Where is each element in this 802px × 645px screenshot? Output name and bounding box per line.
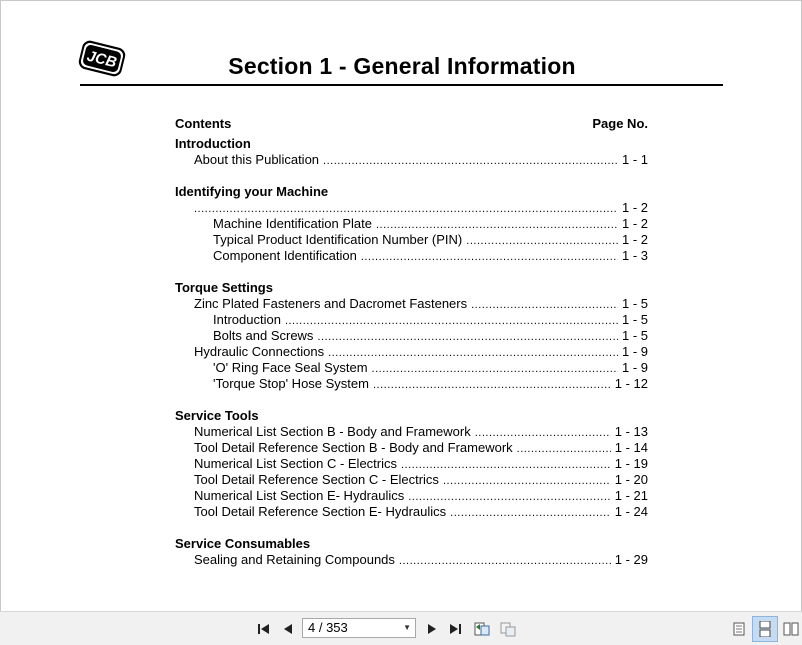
page-no-label: Page No. — [592, 116, 648, 131]
toc-entry-label: Sealing and Retaining Compounds — [194, 552, 395, 567]
jcb-logo-text: JCB — [85, 47, 119, 72]
toc-page-number: 1 - 9 — [621, 360, 648, 375]
table-of-contents — [175, 116, 648, 584]
toc-page-number: 1 - 5 — [621, 328, 648, 343]
toc-header — [175, 116, 648, 133]
first-page-icon[interactable] — [256, 621, 272, 637]
toc-dot-leader — [450, 505, 611, 521]
toc-entry[interactable] — [175, 312, 648, 328]
toc-page-number: 1 - 5 — [621, 312, 648, 327]
next-page-icon[interactable] — [424, 621, 440, 637]
toc-section — [175, 184, 648, 264]
export-icon[interactable] — [474, 621, 490, 637]
toc-dot-leader — [372, 361, 618, 377]
toc-page-number: 1 - 9 — [621, 344, 648, 359]
toc-dot-leader — [401, 457, 611, 473]
toc-entry-label: Zinc Plated Fasteners and Dacromet Fasteners — [194, 296, 468, 311]
facing-view-icon[interactable] — [783, 621, 799, 637]
toc-dot-leader — [471, 297, 618, 313]
toc-dot-leader — [285, 313, 618, 329]
toc-dot-leader — [517, 441, 611, 457]
toc-section-title[interactable]: Torque Settings — [175, 280, 273, 295]
toc-entry-label: Component Identification — [213, 248, 357, 263]
toc-dot-leader — [328, 345, 618, 361]
toc-section-title[interactable]: Service Consumables — [175, 536, 311, 551]
toc-page-number: 1 - 3 — [621, 248, 648, 263]
toc-page-number: 1 - 1 — [621, 152, 648, 167]
toc-entry-label: 'O' Ring Face Seal System — [213, 360, 368, 375]
toc-entry-label: Tool Detail Reference Section E- Hydraulics — [194, 504, 447, 519]
toc-page-number: 1 - 20 — [614, 472, 648, 487]
toc-dot-leader — [361, 249, 618, 265]
toc-entry-label: Hydraulic Connections — [194, 344, 325, 359]
toc-dot-leader — [466, 233, 618, 249]
toc-dot-leader — [475, 425, 611, 441]
toc-page-number: 1 - 13 — [614, 424, 648, 439]
toc-entry[interactable] — [175, 232, 648, 248]
toc-page-number: 1 - 29 — [614, 552, 648, 567]
toc-section-title[interactable]: Introduction — [175, 136, 251, 151]
toc-page-number: 1 - 2 — [621, 216, 648, 231]
toc-entry[interactable] — [175, 456, 648, 472]
toc-section — [175, 280, 648, 392]
toc-page-number: 1 - 24 — [614, 504, 648, 519]
toc-section — [175, 408, 648, 520]
toc-entry[interactable] — [175, 472, 648, 488]
toc-dot-leader — [323, 153, 618, 169]
single-page-view-icon[interactable] — [731, 621, 747, 637]
toc-entry-label: About this Publication — [194, 152, 320, 167]
toc-entry-label: Tool Detail Reference Section C - Electrics — [194, 472, 439, 487]
toc-dot-leader — [376, 217, 618, 233]
toc-page-number: 1 - 14 — [614, 440, 648, 455]
toc-page-number: 1 - 2 — [621, 200, 648, 215]
toc-entry[interactable] — [175, 552, 648, 568]
toc-page-number: 1 - 19 — [614, 456, 648, 471]
contents-label: Contents — [175, 116, 232, 131]
toc-section-title[interactable]: Identifying your Machine — [175, 184, 329, 199]
toc-dot-leader — [399, 553, 611, 569]
previous-page-icon[interactable] — [280, 621, 296, 637]
toc-entry[interactable] — [175, 200, 648, 216]
toc-page-number: 1 - 2 — [621, 232, 648, 247]
continuous-view-button[interactable] — [752, 616, 778, 642]
toc-entry[interactable] — [175, 296, 648, 312]
toc-entry[interactable] — [175, 216, 648, 232]
title-divider — [80, 84, 723, 86]
toc-entry[interactable] — [175, 248, 648, 264]
toc-dot-leader — [317, 329, 618, 345]
toc-entry[interactable] — [175, 504, 648, 520]
toc-entry-label: Typical Product Identification Number (PIN) — [213, 232, 463, 247]
toc-entry[interactable] — [175, 328, 648, 344]
last-page-icon[interactable] — [447, 621, 463, 637]
toc-dot-leader — [443, 473, 611, 489]
toc-section — [175, 536, 648, 568]
toc-entry-label: 'Torque Stop' Hose System — [213, 376, 369, 391]
toc-section — [175, 136, 648, 168]
page-indicator: 4 / 353 — [308, 620, 348, 635]
page-selector[interactable] — [302, 618, 416, 638]
toc-entry-label: Numerical List Section C - Electrics — [194, 456, 397, 471]
toc-entry[interactable] — [175, 376, 648, 392]
toc-entry-label: Bolts and Screws — [213, 328, 314, 343]
page-title: Section 1 - General Information — [228, 53, 576, 79]
toc-entry-label: Numerical List Section B - Body and Framework — [194, 424, 471, 439]
toc-page-number: 1 - 12 — [614, 376, 648, 391]
toc-dot-leader — [194, 201, 618, 217]
continuous-view-icon — [757, 621, 773, 637]
toc-entry[interactable] — [175, 360, 648, 376]
toc-entry-label: Machine Identification Plate — [213, 216, 372, 231]
toc-entry-label: Introduction — [213, 312, 281, 327]
viewer-toolbar — [0, 611, 802, 645]
toc-entry-label: Numerical List Section E- Hydraulics — [194, 488, 405, 503]
copy-icon[interactable] — [500, 621, 516, 637]
toc-entry[interactable] — [175, 344, 648, 360]
toc-page-number: 1 - 5 — [621, 296, 648, 311]
toc-dot-leader — [373, 377, 611, 393]
chevron-down-icon[interactable]: ▼ — [403, 623, 411, 632]
toc-section-title[interactable]: Service Tools — [175, 408, 259, 423]
toc-dot-leader — [408, 489, 611, 505]
toc-entry[interactable] — [175, 152, 648, 168]
toc-entry-label: Tool Detail Reference Section B - Body and Framework — [194, 440, 513, 455]
toc-sections — [175, 136, 648, 568]
toc-entry[interactable] — [175, 440, 648, 456]
toc-entry[interactable] — [175, 488, 648, 504]
toc-page-number: 1 - 21 — [614, 488, 648, 503]
toc-entry[interactable] — [175, 424, 648, 440]
